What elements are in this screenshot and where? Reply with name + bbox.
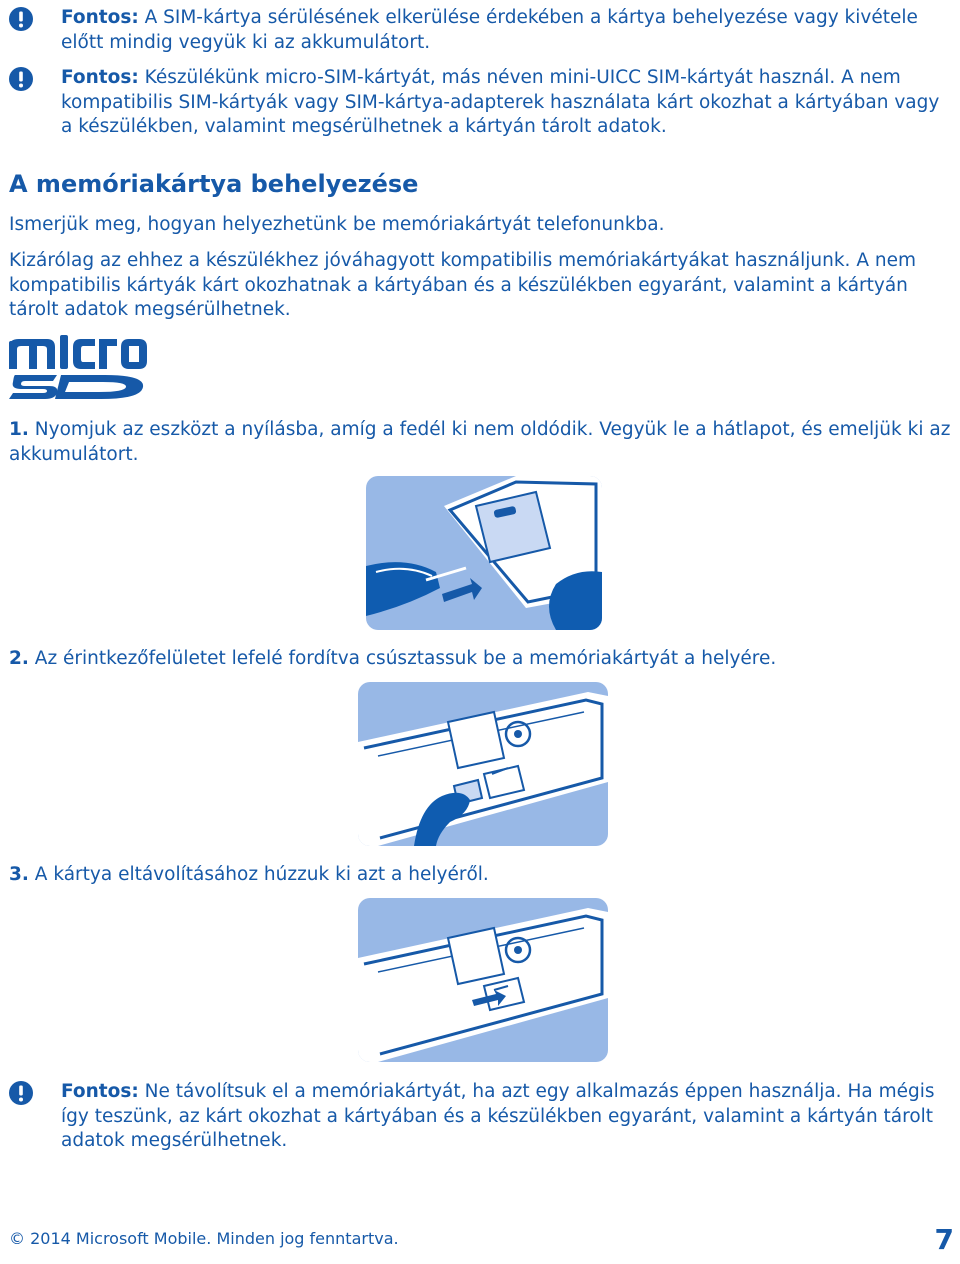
note-3-text bbox=[61, 1080, 956, 1154]
warning-icon bbox=[9, 1081, 33, 1105]
page-number: 7 bbox=[934, 1223, 954, 1256]
step-2 bbox=[9, 647, 957, 672]
note-2-body: Készülékünk micro-SIM-kártyát, más néven mini-UICC SIM-kártyát használ. A nem kompatibilis SIM-kártyák vagy SIM-kártya-adapterek használata kárt okozhat a kártyában vagy a készülékben, valamint megsérülhetnek a kártyán tárolt adatok. bbox=[61, 67, 940, 137]
step-3 bbox=[9, 863, 957, 888]
step-2-number: 2. bbox=[9, 648, 29, 669]
section-intro: Ismerjük meg, hogyan helyezhetünk be memóriakártyát telefonunkba. bbox=[9, 214, 665, 235]
step-3-text: A kártya eltávolításához húzzuk ki azt a helyéről. bbox=[28, 864, 489, 885]
footer-copyright: © 2014 Microsoft Mobile. Minden jog fenntartva. bbox=[9, 1229, 399, 1248]
illustration-insert-card bbox=[358, 682, 608, 846]
step-1-number: 1. bbox=[9, 419, 29, 440]
note-1-text bbox=[61, 6, 956, 55]
illustration-remove-cover bbox=[366, 476, 602, 630]
note-3-body: Ne távolítsuk el a memóriakártyát, ha azt egy alkalmazás éppen használja. Ha mégis így teszünk, az kárt okozhat a kártyában és a készülékben egyaránt, valamint a kártyán tárolt adatok megsérülhetnek. bbox=[61, 1081, 935, 1151]
step-3-number: 3. bbox=[9, 864, 29, 885]
step-2-text: Az érintkezőfelületet lefelé fordítva csúsztassuk be a memóriakártyát a helyére. bbox=[28, 648, 777, 669]
note-1-body: A SIM-kártya sérülésének elkerülése érdekében a kártya behelyezése vagy kivétele előtt mindig vegyük ki az akkumulátort. bbox=[61, 7, 918, 53]
compatibility-paragraph: Kizárólag az ehhez a készülékhez jóváhagyott kompatibilis memóriakártyákat használjunk. A nem kompatibilis kártyák kárt okozhatnak a kártyában és a készülékben egyaránt, valamint a kártyán tárolt adatok megsérülhetnek. bbox=[9, 250, 916, 320]
warning-icon bbox=[9, 67, 33, 91]
microsd-logo bbox=[9, 335, 149, 401]
note-2-label: Fontos: bbox=[61, 67, 139, 88]
step-1 bbox=[9, 418, 957, 467]
note-3-label: Fontos: bbox=[61, 1081, 139, 1102]
warning-icon bbox=[9, 7, 33, 31]
note-2-text bbox=[61, 66, 956, 140]
step-1-text: Nyomjuk az eszközt a nyílásba, amíg a fedél ki nem oldódik. Vegyük le a hátlapot, és emeljük ki az akkumulátort. bbox=[9, 419, 951, 465]
note-1-label: Fontos: bbox=[61, 7, 139, 28]
section-heading: A memóriakártya behelyezése bbox=[9, 170, 419, 198]
illustration-remove-card bbox=[358, 898, 608, 1062]
